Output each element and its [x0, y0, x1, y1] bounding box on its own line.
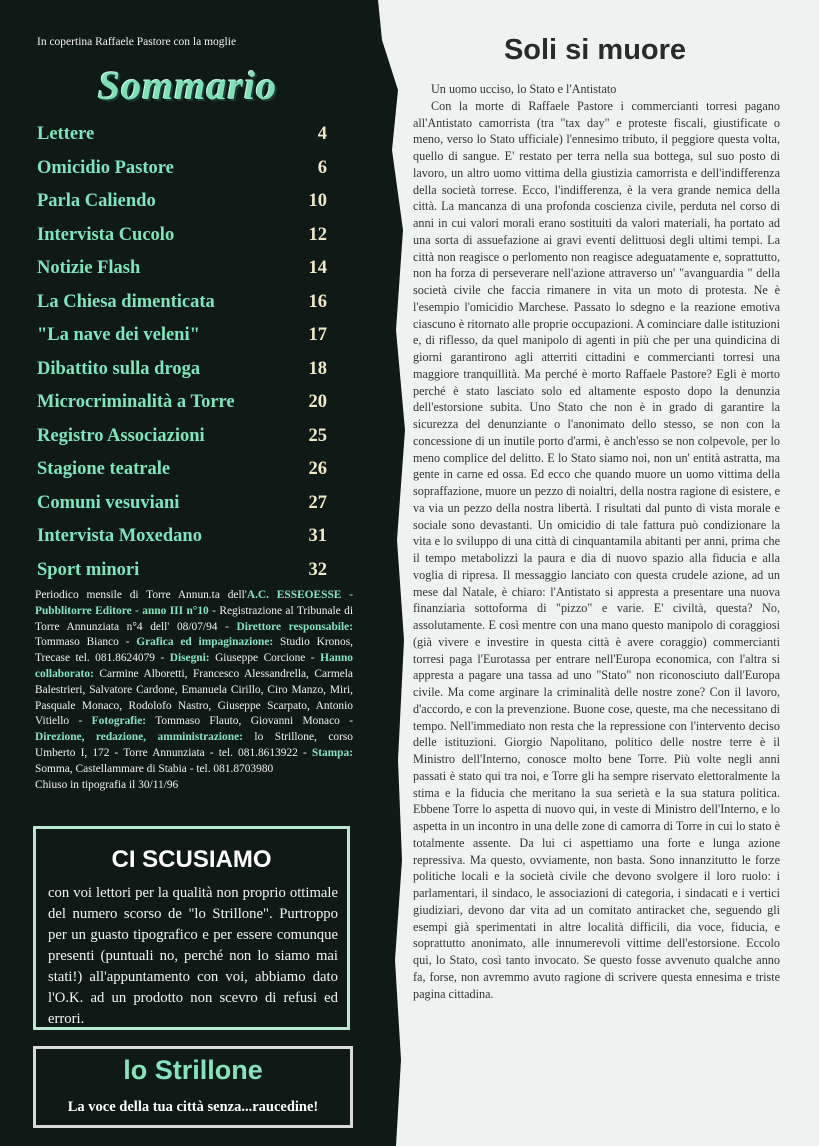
toc-item[interactable]: [37, 453, 327, 487]
brand-box: [33, 1046, 353, 1128]
toc-label: Intervista Cucolo: [37, 224, 175, 245]
apology-title: CI SCUSIAMO: [111, 846, 272, 873]
colophon-text: Tommaso Flauto, Giovanni Monaco -: [146, 715, 353, 728]
toc-label: "La nave dei veleni": [37, 325, 200, 346]
toc-page: 26: [308, 459, 327, 480]
colophon-label: Disegni:: [169, 652, 210, 665]
table-of-contents: [37, 118, 327, 587]
toc-label: Dibattito sulla droga: [37, 358, 201, 379]
colophon-text: lo Strillone, corso Umberto I, 172 - Torre Annunziata - tel. 081.8613922 -: [35, 731, 354, 759]
colophon-label: Fotografie:: [91, 715, 147, 728]
toc-label: Parla Caliendo: [37, 191, 156, 212]
toc-label: La Chiesa dimenticata: [37, 291, 215, 312]
toc-label: Stagione teatrale: [37, 459, 171, 480]
toc-page: 20: [308, 392, 327, 413]
toc-item[interactable]: [37, 118, 327, 152]
toc-item[interactable]: [37, 319, 327, 353]
colophon-label: Stampa:: [311, 746, 353, 759]
toc-page: 14: [308, 258, 327, 279]
toc-page: 10: [308, 191, 327, 212]
colophon-label: Direzione, redazione, amministrazione:: [35, 731, 243, 744]
colophon-label: Grafica ed impaginazione:: [136, 636, 274, 649]
toc-item[interactable]: [37, 554, 327, 588]
toc-page: 6: [317, 157, 327, 178]
colophon-label: Direttore responsabile:: [236, 620, 353, 633]
cover-caption: In copertina Raffaele Pastore con la moglie: [37, 36, 237, 48]
toc-label: Microcriminalità a Torre: [37, 392, 235, 413]
colophon-text: Tommaso Bianco -: [35, 636, 137, 649]
colophon-text: Periodico mensile di Torre Annun.ta dell': [35, 589, 247, 601]
colophon-text: - Registrazione al Tribunale di Torre Annunziata n°4 dell' 08/07/94 -: [35, 604, 353, 633]
colophon-text: Carmine Alboretti, Francesco Alessandrella, Carmela Balestrieri, Salvatore Cardone, Emanuela Cirillo, Ciro Manzo, Miri, Pasquale Monaco, Rodolofo Nastro, Giuseppe Scarpato, Antonio Vitiello -: [35, 667, 353, 728]
sommario-title: Sommario: [98, 63, 278, 108]
article-text: Con la morte di Raffaele Pastore i commercianti torresi pagano all'Antistato camorrista (tra "tax day" e proteste fiscali, giustificate o meno, verso lo Stato ufficiale) l'ennesimo tributo, il peggiore questa volta, quello di sangue. E' restato per terra nella sua bottega, sul suo posto di lavoro, un altro uomo vittima della giustizia camorrista e dell'indifferenza della società torrese. Ecco, l'indifferenza, è la vera grande nemica della città. La mancanza di una profonda coscienza civile, perduta nel corso di anni in cui valori morali erano sostituiti da valori materiali, ha portato ad una sorta di assuefazione ai gravi eventi delittuosi degli ultimi tempi. La città non reagisce o perlomento non reagisce adeguatamente e, soprattutto, non ha forza di perseverare nell'azione attraverso un' "avanguardia " della società civile che faccia rimanere in vita un moto di protesta. Ne è l'esempio l'omicidio Marchese. Passato lo sdegno e la reazione emotiva ciascuno è ritornato alle proprie occupazioni. A cominciare dalle istituzioni e, di riflesso, da quel manipolo di agenti in più che per una quindicina di giorni garantirono agli atterriti cittadini e commercianti torresi una maggiore tranquillità. Ma perché è morto Raffaele Pastore? Egli è morto perché è stato lasciato solo ed altamente esposto dopo la denunzia dell'estorsione subita. Uno Stato che non è in grado di garantire la sicurezza del denunziante o l'anonimato dello stesso, se non con la concessione di un inutile porto d'armi, è anch'esso se non colpevole, per lo meno complice del delitto. E lo Stato siamo noi, non un' entità astratta, ma gente in carne ed ossa. Ed ecco che quando muore un uomo vittima della sopraffazione, muore un pezzo di noialtri, della nostra ragione di esistere, e va via un pezzo della nostra libertà. I risultati dal punto di vista morale e sociale sono devastanti. Un omicidio di tale fattura può condizionare la vita e lo sviluppo di una città di cinquantamila abitanti per anni, prima che il tempo metabolizzi la paura e dia di nuovo spazio alla fiducia e alla voglia di ripresa. Il messaggio lanciato con questa crudele azione, ad un mese dal Natale, è chiaro: l'Antistato si appresta a presentare una nuova finanziaria sottoforma di "pizzo" e varie. E' civiltà, questa? No, assolutamente. E così mentre con una mano questo manipolo di coraggiosi (già vivere e investire in questa città è avere coraggio) commercianti torresi paga l'Eurotassa per entrare nell'Europa economica, con l'altra si appresta a pagare una tassa ad uno "Stato" non riconosciuto dall'Europa civile. Ma come arginare la criminalità delle nostre zone? Con il lavoro, d'accordo, e con la prevenzione. Buone cose, queste, ma che necessitano di tempo. Nell'immediato non resta che la repressione con l'intervento deciso delle istituzioni. Giorgio Napolitano, politico delle nostre terre è il Ministro dell'Interno, conosce molto bene Torre. Più volte negli anni passati è stato qui tra noi, e Torre gli ha sempre riservato elettoralmente la stima e la fiducia che meritano la sua serietà e la sua statura politica. Ebbene Torre lo aspetta di nuovo qui, in veste di Ministro dell'Interno, e lo aspetta in un incontro in una delle zone di camorra di Torre in cui lo stato è totalmente assente. Da lui ci aspettiamo una forte e lunga azione repressiva. Ma questo, ovviamente, non basta. Sono innanzitutto le forze politiche locali e la società civile che devono svolgere il loro ruolo: i parlamentari, il sindaco, le associazioni di categoria, i sindacati e i vertici giudiziari, devono dar vita ad un comitato antiracket che, seguendo gli esempi già sperimentati in altre località difficili, dia voce, fiducia, e soprattutto anonimato, alle innumerevoli vittime dell'estorsione. Eccolo qui, lo Stato, così tanto invocato. Se questo fosse avvenuto qualche anno fa, forse, non avremmo avuto ragione di scrivere questa ennesima e triste pagina cittadina.: [413, 98, 780, 1001]
toc-item[interactable]: [37, 152, 327, 186]
colophon: [35, 588, 353, 793]
apology-text: con voi lettori per la qualità non proprio ottimale del numero scorso de "lo Strillone". Purtroppo per un guasto tipografico e per essere comunque presenti (puntuali no, perché non lo siamo mai stati!) all'appuntamento con voi, abbiamo dato l'O.K. ad un prodotto non scevro di refusi ed errori.: [48, 885, 338, 1027]
toc-label: Comuni vesuviani: [37, 492, 180, 513]
toc-item[interactable]: [37, 252, 327, 286]
toc-label: Notizie Flash: [37, 258, 141, 279]
toc-item[interactable]: [37, 420, 327, 454]
toc-item[interactable]: [37, 386, 327, 420]
article-title: Soli si muore: [503, 34, 687, 66]
toc-page: 25: [308, 425, 327, 446]
toc-page: 27: [308, 492, 327, 513]
article-body: [413, 81, 780, 1002]
colophon-publisher: A.C. ESSEOESSE - Pubblitorre Editore - anno III n°10: [35, 589, 353, 617]
toc-item[interactable]: [37, 286, 327, 320]
colophon-label: Hanno collaborato:: [35, 652, 353, 680]
toc-item[interactable]: [37, 219, 327, 253]
brand-name: lo Strillone: [123, 1055, 263, 1085]
toc-label: Sport minori: [37, 559, 140, 580]
toc-label: Omicidio Pastore: [37, 157, 174, 178]
toc-label: Registro Associazioni: [37, 425, 205, 446]
toc-page: 12: [308, 224, 327, 245]
toc-item[interactable]: [37, 520, 327, 554]
toc-label: Intervista Moxedano: [37, 526, 202, 547]
toc-page: 31: [308, 526, 327, 547]
toc-page: 18: [308, 358, 327, 379]
toc-label: Lettere: [37, 124, 95, 145]
colophon-text: Giuseppe Corcione -: [209, 652, 321, 665]
colophon-text: Somma, Castellammare di Stabia - tel. 081.8703980: [35, 762, 274, 775]
toc-page: 32: [308, 559, 327, 580]
brand-tagline: La voce della tua città senza...raucedine!: [67, 1099, 319, 1115]
apology-box: [33, 826, 350, 1030]
toc-item[interactable]: [37, 487, 327, 521]
toc-page: 17: [308, 325, 327, 346]
toc-item[interactable]: [37, 353, 327, 387]
toc-item[interactable]: [37, 185, 327, 219]
toc-page: 16: [308, 291, 327, 312]
toc-page: 4: [317, 124, 327, 145]
colophon-text: Studio Kronos, Trecase tel. 081.8624079 -: [35, 636, 353, 665]
article-subtitle: Un uomo ucciso, lo Stato e l'Antistato: [431, 82, 617, 96]
colophon-closing-date: Chiuso in tipografia il 30/11/96: [35, 778, 179, 791]
